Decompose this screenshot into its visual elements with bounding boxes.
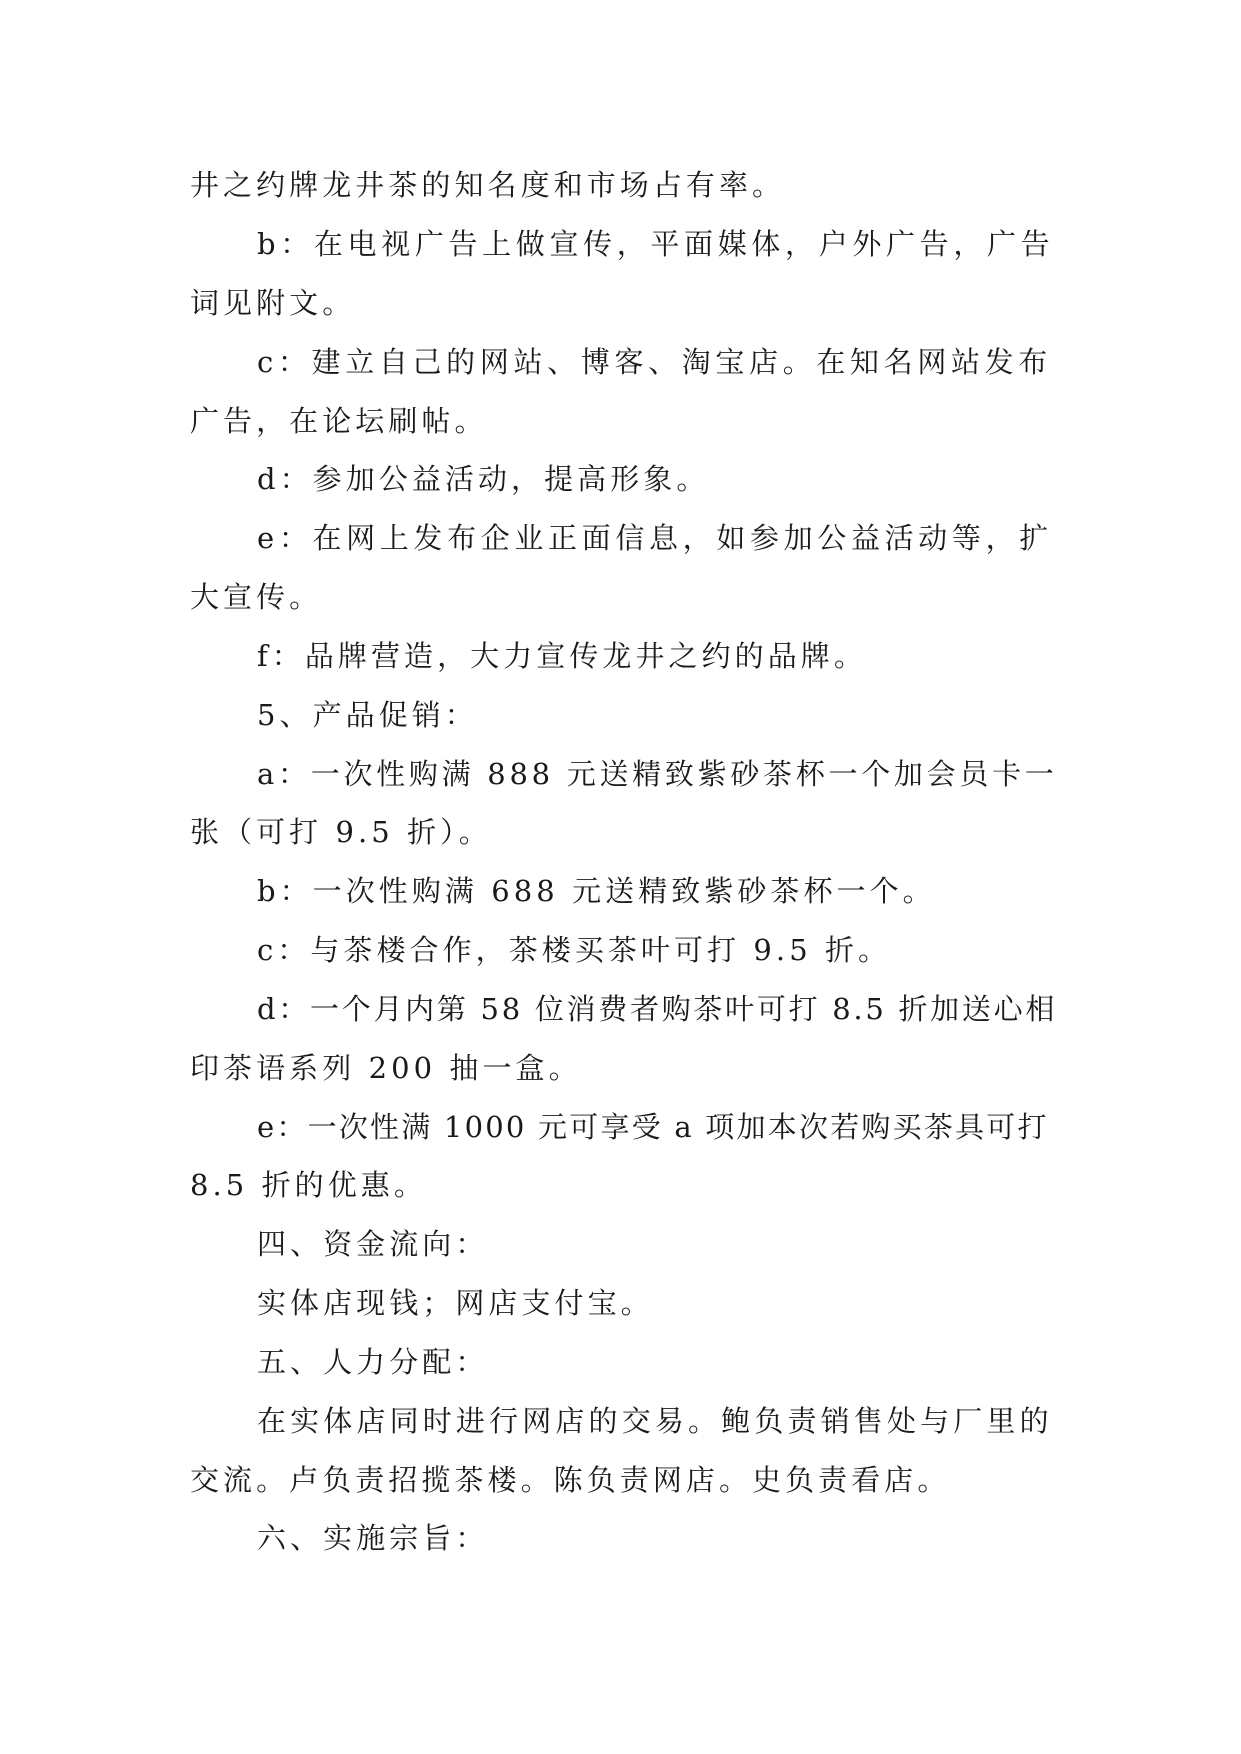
section-heading: 六、实施宗旨：: [257, 1521, 489, 1555]
text-line: d：一个月内第 58 位消费者购茶叶可打 8.5 折加送心相: [257, 992, 1058, 1026]
text-line: a：一次性购满 888 元送精致紫砂茶杯一个加会员卡一: [257, 757, 1058, 791]
text-line: 张（可打 9.5 折）。: [190, 815, 492, 849]
text-line: d：参加公益活动，提高形象。: [257, 462, 710, 496]
text-line: e：在网上发布企业正面信息，如参加公益活动等，扩: [257, 521, 1053, 555]
text-line: 在实体店同时进行网店的交易。鲍负责销售处与厂里的: [257, 1404, 1053, 1438]
text-line: e：一次性满 1000 元可享受 a 项加本次若购买茶具可打: [257, 1110, 1049, 1144]
text-line: 交流。卢负责招揽茶楼。陈负责网店。史负责看店。: [190, 1463, 951, 1497]
text-line: 词见附文。: [190, 286, 356, 320]
text-line: 8.5 折的优惠。: [190, 1168, 427, 1202]
text-line: b：在电视广告上做宣传，平面媒体，户外广告，广告: [257, 227, 1055, 261]
text-line: 实体店现钱；网店支付宝。: [257, 1286, 654, 1320]
text-line: c：与茶楼合作，茶楼买茶叶可打 9.5 折。: [257, 933, 892, 967]
text-line: b：一次性购满 688 元送精致紫砂茶杯一个。: [257, 874, 936, 908]
text-line: 井之约牌龙井茶的知名度和市场占有率。: [190, 168, 786, 202]
text-line: 大宣传。: [190, 580, 323, 614]
text-line: 广告，在论坛刷帖。: [190, 404, 488, 438]
section-heading: 五、人力分配：: [257, 1345, 489, 1379]
text-line: 印茶语系列 200 抽一盒。: [190, 1051, 582, 1085]
text-line: 5、产品促销：: [257, 698, 478, 732]
text-line: f：品牌营造，大力宣传龙井之约的品牌。: [257, 639, 867, 673]
section-heading: 四、资金流向：: [257, 1227, 489, 1261]
text-line: c：建立自己的网站、博客、淘宝店。在知名网站发布: [257, 345, 1052, 379]
